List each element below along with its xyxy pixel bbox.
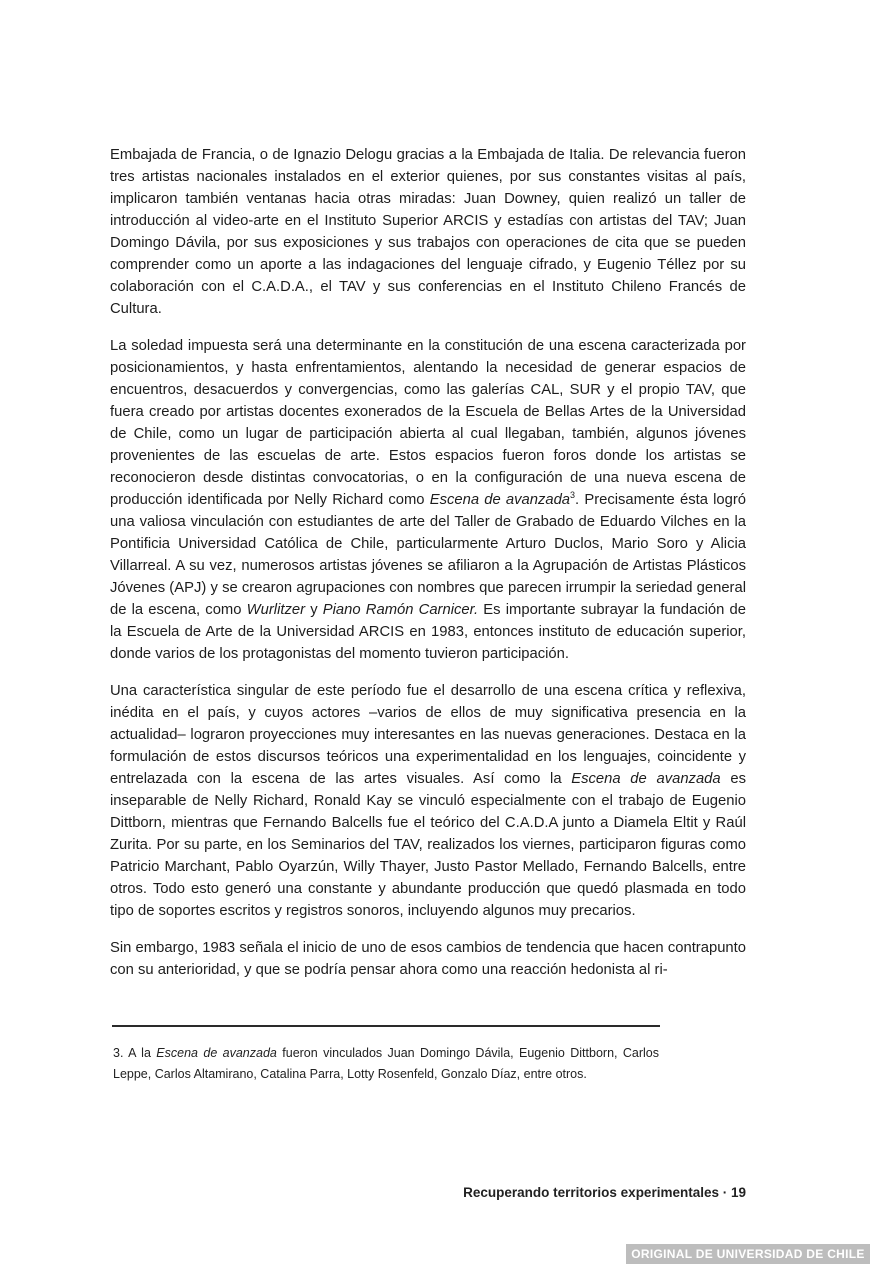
paragraph-2 bbox=[110, 335, 746, 665]
italic-run: Escena de avanzada bbox=[429, 492, 571, 508]
text-run: Una característica singular de este período fue el desarrollo de una escena crítica y reflexiva, inédita en el país, y cuyos actores –varios de ellos de muy significativa presencia en la actualidad– lograron proyecciones muy interesantes en las nuevas generaciones. Destaca en la formulación de estos discursos teóricos una experimentalidad en los lenguajes, coincidente y entrelazada con la escena de las artes visuales. Así como la bbox=[110, 683, 746, 787]
text-run: y bbox=[305, 602, 323, 618]
watermark-band: ORIGINAL DE UNIVERSIDAD DE CHILE bbox=[626, 1244, 870, 1264]
text-run: La soledad impuesta será una determinante en la constitución de una escena caracterizada por posicionamientos, y hasta enfrentamientos, alentando la necesidad de generar espacios de encuentros, desacuerdos y convergencias, como las galerías CAL, SUR y el propio TAV, que fuera creado por artistas docentes exonerados de la Escuela de Bellas Artes de la Universidad de Chile, como un lugar de participación abierta al cual llegaban, también, algunos jóvenes provenientes de las escuelas de arte. Estos espacios fueron foros donde los artistas se reconocieron desde distintas convocatorias, o en la configuración de una nueva escena de producción identificada por Nelly Richard como bbox=[110, 338, 746, 508]
italic-run: Piano Ramón Carnicer. bbox=[322, 602, 479, 618]
paragraph-4 bbox=[110, 937, 746, 981]
footnote-rest: fueron vinculados Juan Domingo Dávila, Eugenio Dittborn, Carlos Leppe, Carlos Altamirano, Catalina Parra, Lotty Rosenfeld, Gonzalo Díaz, entre otros. bbox=[113, 1046, 659, 1081]
footnote-italic-title: Escena de avanzada bbox=[156, 1046, 277, 1060]
body-text bbox=[110, 144, 746, 981]
paragraph-3 bbox=[110, 680, 746, 922]
footnote-lead: A la bbox=[128, 1046, 151, 1060]
footnote-divider bbox=[112, 1025, 660, 1027]
text-run: . Precisamente ésta logró una valiosa vinculación con estudiantes de arte del Taller de Grabado de Eduardo Vilches en la Pontificia Universidad Católica de Chile, particularmente Arturo Duclos, Mario Soro y Alicia Villarreal. A su vez, numerosos artistas jóvenes se afiliaron a la Agrupación de Artistas Plásticos Jóvenes (APJ) y se crearon agrupaciones con nombres que parecen irrumpir la seriedad general de la escena, como bbox=[110, 492, 746, 618]
italic-run: Wurlitzer bbox=[246, 602, 306, 618]
text-run: Sin embargo, 1983 señala el inicio de uno de esos cambios de tendencia que hacen contrapunto con su anterioridad, y que se podría pensar ahora como una reacción hedonista al ri- bbox=[110, 940, 746, 978]
text-run: Es importante subrayar la fundación de la Escuela de Arte de la Universidad ARCIS en 1983, entonces instituto de educación superior, donde varios de los protagonistas del momento tuvieron participación. bbox=[110, 602, 747, 662]
paragraph-1 bbox=[110, 144, 746, 320]
running-footer: Recuperando territorios experimentales · 19 bbox=[463, 1185, 746, 1200]
footnote-number: 3. bbox=[113, 1046, 124, 1060]
text-run: es inseparable de Nelly Richard, Ronald Kay se vinculó especialmente con el trabajo de Eugenio Dittborn, mientras que Fernando Balcells fue el teórico del C.A.D.A junto a Diamela Eltit y Raúl Zurita. Por su parte, en los Seminarios del TAV, realizados los viernes, participaron figuras como Patricio Marchant, Pablo Oyarzún, Willy Thayer, Justo Pastor Mellado, Fernando Balcells, entre otros. Todo esto generó una constante y abundante producción que quedó plasmada en todo tipo de soportes escritos y registros sonoros, incluyendo algunos muy precarios. bbox=[110, 771, 746, 919]
text-run: Embajada de Francia, o de Ignazio Delogu gracias a la Embajada de Italia. De relevancia fueron tres artistas nacionales instalados en el exterior quienes, por sus constantes visitas al país, implicaron también ventanas hacia otras miradas: Juan Downey, quien realizó un taller de introducción al video-arte en el Instituto Superior ARCIS y estadías con artistas del TAV; Juan Domingo Dávila, por sus exposiciones y sus trabajos con operaciones de cita que se pueden comprender como un aporte a las indagaciones del lenguaje cifrado, y Eugenio Téllez por su colaboración con el C.A.D.A., el TAV y sus conferencias en el Instituto Chileno Francés de Cultura. bbox=[110, 147, 746, 317]
italic-run: Escena de avanzada bbox=[571, 771, 721, 787]
footnote-reference: 3 bbox=[570, 490, 576, 501]
footnote-3 bbox=[113, 1043, 659, 1085]
